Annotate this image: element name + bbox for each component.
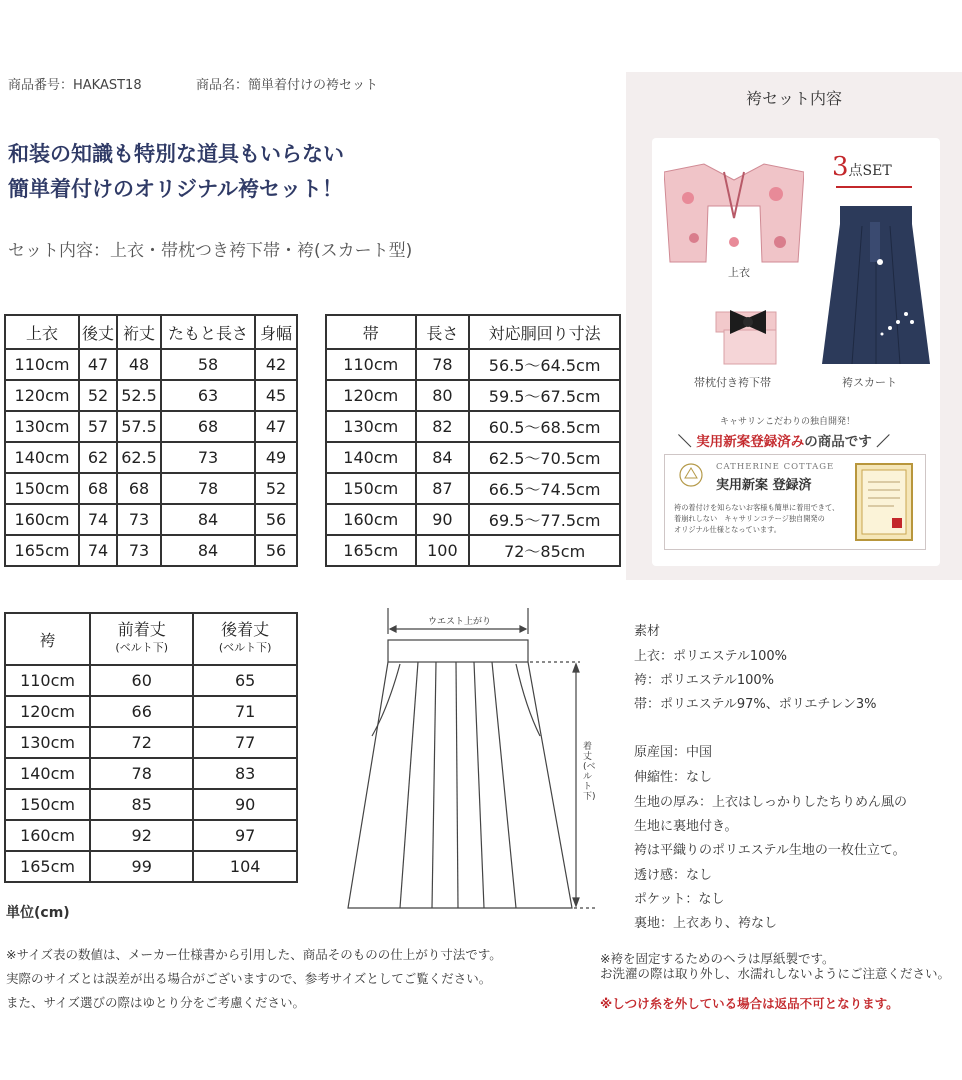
table-cell: 68: [79, 473, 117, 504]
table-cell: 92: [90, 820, 193, 851]
table-cell: 140cm: [5, 442, 79, 473]
table-header-cell: [193, 613, 297, 665]
certificate-document-icon: [854, 462, 914, 542]
table-header-cell: 後丈: [79, 315, 117, 349]
set-badge: [832, 152, 892, 182]
cert-text-line: 着崩れしない キャサリンコテージ独自開発の: [674, 514, 825, 523]
table-cell: 69.5〜77.5cm: [469, 504, 620, 535]
table-header-cell: [90, 613, 193, 665]
table-cell: 45: [255, 380, 297, 411]
hakama-skirt-image: [818, 204, 934, 366]
return-warning: ※しつけ糸を外している場合は返品不可となります。: [600, 996, 899, 1011]
obi-label: 帯枕付き袴下帯: [694, 376, 771, 389]
panel-title: 袴セット内容: [745, 89, 842, 108]
hakama-outline: [348, 662, 572, 908]
promo-post: の商品です ／: [804, 434, 890, 450]
obi-image: [700, 298, 796, 368]
table-cell: 130cm: [5, 411, 79, 442]
table-cell: 90: [416, 504, 470, 535]
product-number: 商品番号：HAKAST18: [8, 78, 142, 93]
top-size-table: [4, 314, 298, 567]
table-cell: 150cm: [5, 473, 79, 504]
table-cell: 160cm: [5, 504, 79, 535]
table-cell: 56.5〜64.5cm: [469, 349, 620, 380]
promo-pre: ＼: [678, 434, 697, 450]
table-cell: 165cm: [5, 851, 90, 882]
header-sub: (ベルト下): [115, 641, 168, 654]
promo-small: キャサリンこだわりの独自開発！: [720, 417, 856, 427]
table-cell: 73: [117, 504, 161, 535]
table-cell: 71: [193, 696, 297, 727]
promo-highlight: 実用新案登録済み: [696, 434, 805, 450]
header-main: 前着丈: [117, 620, 166, 639]
arrow-right: [520, 626, 526, 632]
table-header-cell: たもと長さ: [161, 315, 255, 349]
table-cell: 140cm: [326, 442, 416, 473]
table-cell: 99: [90, 851, 193, 882]
table-row: [5, 758, 297, 789]
table-row: [326, 535, 620, 566]
unit-label: 単位(cm): [6, 905, 70, 921]
table-cell: 150cm: [326, 473, 416, 504]
table-row: [5, 696, 297, 727]
note-left-2: 実際のサイズとは誤差が出る場合がございますので、参考サイズとしてご覧ください。: [6, 971, 492, 986]
table-cell: 78: [161, 473, 255, 504]
skirt-label: 袴スカート: [842, 376, 897, 389]
table-header-row: [5, 613, 297, 665]
table-row: [326, 442, 620, 473]
note-right-1: ※袴を固定するためのヘラは厚紙製です。: [600, 951, 835, 966]
table-cell: 104: [193, 851, 297, 882]
table-cell: 73: [117, 535, 161, 566]
table-row: [5, 851, 297, 882]
table-header-cell: 上衣: [5, 315, 79, 349]
cert-title: 実用新案 登録済: [716, 478, 812, 493]
table-header-cell: 身幅: [255, 315, 297, 349]
table-row: [5, 442, 297, 473]
table-cell: 60.5〜68.5cm: [469, 411, 620, 442]
table-row: [326, 473, 620, 504]
table-cell: 68: [161, 411, 255, 442]
table-cell: 52.5: [117, 380, 161, 411]
badge-number: 3: [832, 152, 849, 182]
badge-underline: [836, 186, 912, 188]
pleat-line: [474, 662, 484, 908]
table-cell: 77: [193, 727, 297, 758]
length-label: 着丈(ベルト下): [583, 742, 596, 802]
table-cell: 110cm: [5, 665, 90, 696]
table-row: [5, 789, 297, 820]
table-cell: 57: [79, 411, 117, 442]
table-cell: 63: [161, 380, 255, 411]
table-cell: 83: [193, 758, 297, 789]
table-cell: 150cm: [5, 789, 90, 820]
spec-stretch: 伸縮性：なし: [634, 770, 713, 785]
table-header-cell: 帯: [326, 315, 416, 349]
table-cell: 57.5: [117, 411, 161, 442]
headline-line-1: 和装の知識も特別な道具もいらない: [8, 141, 344, 166]
pleat-line: [456, 662, 458, 908]
table-cell: 78: [416, 349, 470, 380]
table-cell: 87: [416, 473, 470, 504]
material-top: 上衣：ポリエステル100%: [634, 649, 787, 664]
spec-pocket: ポケット：なし: [634, 892, 725, 907]
brand-name: CATHERINE COTTAGE: [716, 462, 835, 472]
spec-thickness-3: 袴は平織りのポリエステル生地の一枚仕立て。: [634, 843, 906, 858]
waistband: [388, 640, 528, 662]
spec-lining: 裏地：上衣あり、袴なし: [634, 916, 778, 931]
side-slit-right: [516, 664, 540, 736]
pleat-line: [400, 662, 418, 908]
material-obi: 帯：ポリエステル97%、ポリエチレン3%: [634, 697, 877, 712]
table-row: [326, 504, 620, 535]
table-cell: 56: [255, 504, 297, 535]
table-cell: 80: [416, 380, 470, 411]
table-cell: 62.5〜70.5cm: [469, 442, 620, 473]
hakama-size-table: [4, 612, 298, 883]
table-cell: 47: [255, 411, 297, 442]
table-cell: 97: [193, 820, 297, 851]
note-left-1: ※サイズ表の数値は、メーカー仕様書から引用した、商品そのものの仕上がり寸法です。: [6, 947, 502, 962]
table-cell: 52: [79, 380, 117, 411]
table-cell: 73: [161, 442, 255, 473]
table-cell: 65: [193, 665, 297, 696]
obi-size-table: [325, 314, 621, 567]
table-header-row: [326, 315, 620, 349]
materials-heading: 素材: [634, 624, 661, 639]
table-cell: 58: [161, 349, 255, 380]
table-row: [5, 820, 297, 851]
table-cell: 165cm: [5, 535, 79, 566]
table-cell: 62: [79, 442, 117, 473]
table-cell: 52: [255, 473, 297, 504]
table-cell: 120cm: [5, 696, 90, 727]
set-contents: セット内容：上衣・帯枕つき袴下帯・袴(スカート型): [8, 241, 413, 261]
headline-line-2: 簡単着付けのオリジナル袴セット！: [8, 176, 343, 201]
table-cell: 130cm: [5, 727, 90, 758]
table-cell: 130cm: [326, 411, 416, 442]
table-cell: 84: [416, 442, 470, 473]
waist-label: ウエスト上がり: [428, 617, 492, 627]
cert-text-line: 袴の着付けを知らないお客様も簡単に着用できて、: [674, 503, 840, 512]
table-cell: 90: [193, 789, 297, 820]
table-cell: 42: [255, 349, 297, 380]
table-row: [326, 349, 620, 380]
table-header-cell: 裄丈: [117, 315, 161, 349]
table-cell: 60: [90, 665, 193, 696]
table-cell: 48: [117, 349, 161, 380]
table-cell: 72: [90, 727, 193, 758]
table-cell: 66.5〜74.5cm: [469, 473, 620, 504]
table-cell: 49: [255, 442, 297, 473]
table-cell: 110cm: [5, 349, 79, 380]
arrow-left: [390, 626, 396, 632]
table-cell: 120cm: [326, 380, 416, 411]
pleat-line: [492, 662, 516, 908]
promo-main: [678, 430, 890, 450]
table-cell: 72〜85cm: [469, 535, 620, 566]
arrow-up: [573, 664, 579, 672]
table-cell: 74: [79, 535, 117, 566]
note-right-2: お洗濯の際は取り外し、水濡れしないようにご注意ください。: [600, 966, 951, 981]
table-row: [5, 665, 297, 696]
cert-text-line: オリジナル仕様となっています。: [674, 525, 781, 534]
product-name: 商品名：簡単着付けの袴セット: [196, 78, 379, 93]
table-header-cell: 袴: [5, 613, 90, 665]
table-cell: 110cm: [326, 349, 416, 380]
table-cell: 100: [416, 535, 470, 566]
top-label: 上衣: [728, 266, 750, 279]
spec-sheer: 透け感：なし: [634, 868, 713, 883]
kimono-top-image: [664, 158, 804, 268]
table-cell: 47: [79, 349, 117, 380]
table-cell: 78: [90, 758, 193, 789]
pleat-line: [432, 662, 436, 908]
table-row: [5, 727, 297, 758]
table-row: [5, 473, 297, 504]
table-cell: 68: [117, 473, 161, 504]
spec-origin: 原産国：中国: [634, 745, 713, 760]
table-cell: 160cm: [326, 504, 416, 535]
table-cell: 84: [161, 535, 255, 566]
table-row: [5, 349, 297, 380]
table-cell: 160cm: [5, 820, 90, 851]
table-cell: 56: [255, 535, 297, 566]
table-row: [5, 380, 297, 411]
table-cell: 84: [161, 504, 255, 535]
table-header-cell: 長さ: [416, 315, 470, 349]
table-row: [5, 504, 297, 535]
hakama-diagram: [340, 598, 610, 918]
table-row: [326, 380, 620, 411]
table-cell: 59.5〜67.5cm: [469, 380, 620, 411]
header-sub: (ベルト下): [218, 641, 272, 654]
badge-text: 点SET: [848, 163, 892, 179]
table-cell: 66: [90, 696, 193, 727]
material-hakama: 袴：ポリエステル100%: [634, 673, 774, 688]
table-header-cell: 対応胴回り寸法: [469, 315, 620, 349]
table-cell: 165cm: [326, 535, 416, 566]
table-row: [5, 535, 297, 566]
table-cell: 82: [416, 411, 470, 442]
table-row: [326, 411, 620, 442]
brand-logo-icon: [676, 460, 706, 490]
note-left-3: また、サイズ選びの際はゆとり分をご考慮ください。: [6, 995, 306, 1010]
table-cell: 74: [79, 504, 117, 535]
headline: [8, 136, 344, 206]
table-cell: 140cm: [5, 758, 90, 789]
table-cell: 120cm: [5, 380, 79, 411]
cert-text: [674, 502, 854, 535]
table-row: [5, 411, 297, 442]
table-cell: 85: [90, 789, 193, 820]
arrow-down: [573, 898, 579, 906]
spec-thickness-2: 生地に裏地付き。: [634, 819, 738, 834]
table-header-row: [5, 315, 297, 349]
spec-thickness: 生地の厚み：上衣はしっかりしたちりめん風の: [634, 795, 908, 810]
table-cell: 62.5: [117, 442, 161, 473]
header-main: 後着丈: [221, 620, 270, 639]
